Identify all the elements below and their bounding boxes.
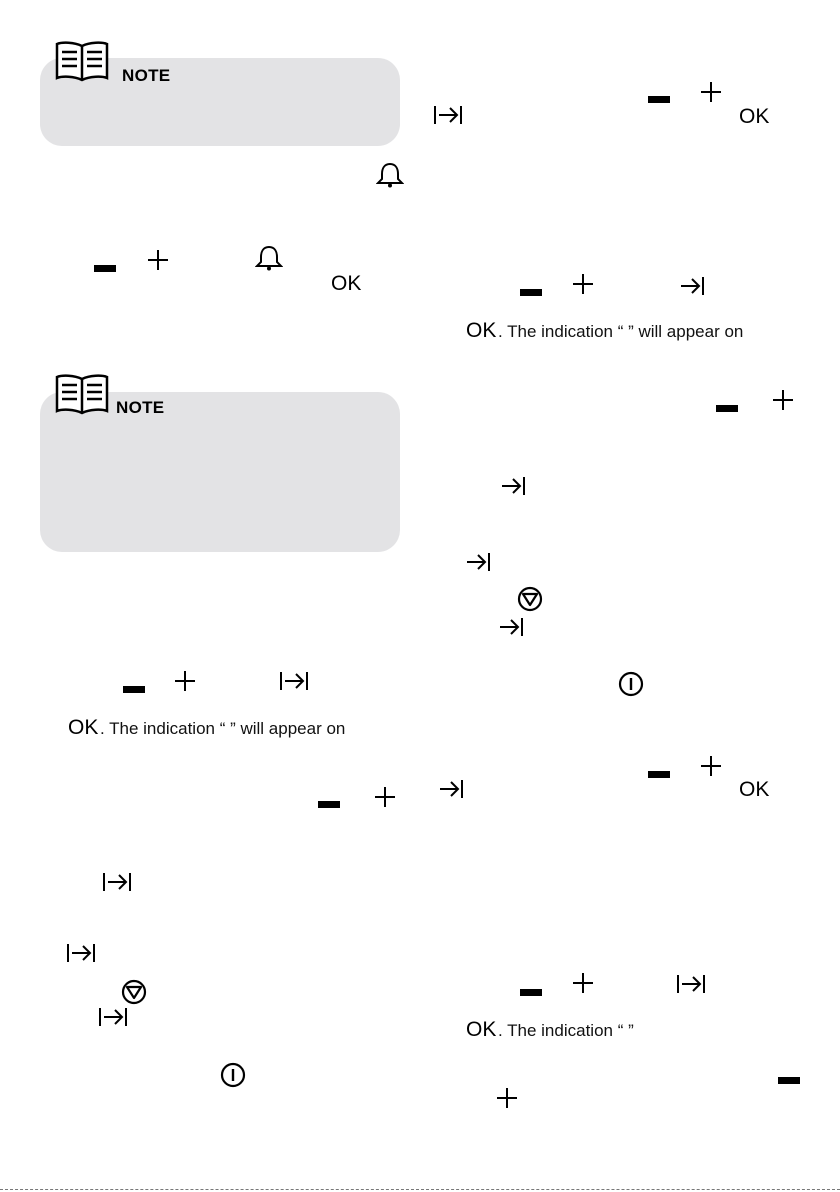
minus-icon bbox=[778, 1077, 800, 1084]
plus-icon bbox=[496, 1087, 518, 1109]
bell-icon bbox=[255, 245, 283, 271]
arrow-to-end-icon bbox=[438, 778, 466, 800]
minus-icon bbox=[520, 289, 542, 296]
plus-icon bbox=[700, 81, 722, 103]
power-icon bbox=[220, 1062, 246, 1088]
ok-button-label: OK bbox=[331, 272, 362, 295]
plus-icon bbox=[772, 389, 794, 411]
indication-text: . The indication “ ” will appear on bbox=[498, 322, 744, 341]
indication-text: . The indication “ ” bbox=[498, 1021, 634, 1040]
power-icon bbox=[618, 671, 644, 697]
ok-label: OK bbox=[68, 716, 99, 739]
page-bottom-divider bbox=[0, 1189, 840, 1190]
arrow-to-end-icon bbox=[679, 275, 707, 297]
minus-icon bbox=[648, 96, 670, 103]
skip-to-end-icon bbox=[98, 1006, 128, 1028]
ok-button-label: OK bbox=[739, 778, 770, 801]
plus-icon bbox=[174, 670, 196, 692]
note-label: NOTE bbox=[116, 398, 165, 417]
skip-to-end-icon bbox=[66, 942, 96, 964]
indication-text: . The indication “ ” will appear on bbox=[100, 719, 346, 738]
arrow-to-end-icon bbox=[465, 551, 493, 573]
plus-icon bbox=[147, 249, 169, 271]
ok-label: OK bbox=[466, 319, 497, 342]
plus-icon bbox=[572, 972, 594, 994]
minus-icon bbox=[520, 989, 542, 996]
minus-icon bbox=[94, 265, 116, 272]
ok-button-label: OK bbox=[739, 105, 770, 128]
arrow-to-end-icon bbox=[498, 616, 526, 638]
note-label: NOTE bbox=[122, 66, 171, 85]
stop-icon bbox=[121, 979, 147, 1005]
ok-label: OK bbox=[466, 1018, 497, 1041]
skip-to-end-icon bbox=[279, 670, 309, 692]
minus-icon bbox=[648, 771, 670, 778]
minus-icon bbox=[123, 686, 145, 693]
stop-icon bbox=[517, 586, 543, 612]
book-icon bbox=[54, 373, 110, 417]
skip-to-end-icon bbox=[433, 104, 463, 126]
plus-icon bbox=[374, 786, 396, 808]
book-icon bbox=[54, 40, 110, 84]
bell-icon bbox=[376, 162, 404, 188]
minus-icon bbox=[318, 801, 340, 808]
arrow-to-end-icon bbox=[500, 475, 528, 497]
skip-to-end-icon bbox=[676, 973, 706, 995]
plus-icon bbox=[572, 273, 594, 295]
plus-icon bbox=[700, 755, 722, 777]
skip-to-end-icon bbox=[102, 871, 132, 893]
minus-icon bbox=[716, 405, 738, 412]
